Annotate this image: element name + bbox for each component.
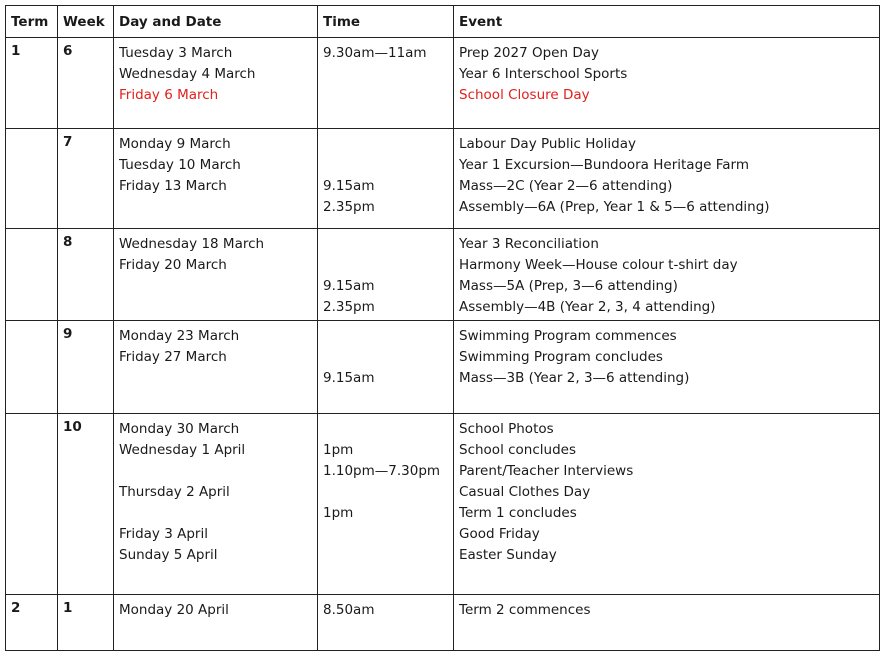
header-row [6, 6, 880, 38]
time-line: 9.30am—11am [323, 45, 427, 61]
time-cell [318, 595, 454, 651]
date-line: Monday 23 March [119, 328, 240, 344]
event-line: Year 1 Excursion—Bundoora Heritage Farm [459, 157, 749, 173]
term-cell [6, 414, 58, 595]
date-line: Monday 9 March [119, 136, 231, 152]
date-line: Thursday 2 April [119, 484, 230, 500]
event-line: Parent/Teacher Interviews [459, 463, 634, 479]
event-line: Mass—5A (Prep, 3—6 attending) [459, 278, 678, 294]
date-line: Friday 13 March [119, 178, 227, 194]
time-line: 1.10pm—7.30pm [323, 463, 441, 479]
date-line: Wednesday 18 March [119, 236, 265, 252]
term-cell [6, 229, 58, 321]
event-line: School concludes [459, 442, 576, 458]
time-cell [318, 321, 454, 414]
table-row [6, 229, 880, 321]
header-event: Event [454, 6, 880, 38]
week-cell: 9 [58, 321, 114, 414]
date-line: Monday 30 March [119, 421, 240, 437]
date-cell [114, 414, 318, 595]
event-cell [454, 38, 880, 129]
event-line: Assembly—4B (Year 2, 3, 4 attending) [459, 299, 716, 315]
event-line: Easter Sunday [459, 547, 557, 563]
calendar-table [5, 5, 880, 651]
week-cell: 6 [58, 38, 114, 129]
date-line: Wednesday 1 April [119, 442, 246, 458]
event-line: Harmony Week—House colour t-shirt day [459, 257, 738, 273]
date-cell [114, 595, 318, 651]
time-line [323, 255, 448, 276]
time-line [323, 155, 448, 176]
event-line: Assembly—6A (Prep, Year 1 & 5—6 attending) [459, 199, 770, 215]
event-line: Mass—3B (Year 2, 3—6 attending) [459, 370, 690, 386]
time-cell [318, 229, 454, 321]
term-cell: 2 [6, 595, 58, 651]
date-line: Monday 20 April [119, 602, 229, 618]
event-cell [454, 129, 880, 229]
time-cell [318, 38, 454, 129]
event-line: Term 2 commences [459, 602, 591, 618]
event-line: Swimming Program commences [459, 328, 677, 344]
time-line [323, 234, 448, 255]
date-line: Friday 20 March [119, 257, 227, 273]
date-line: Wednesday 4 March [119, 66, 256, 82]
event-cell [454, 321, 880, 414]
time-line [323, 419, 448, 440]
date-cell [114, 38, 318, 129]
event-cell [454, 595, 880, 651]
header-time: Time [318, 6, 454, 38]
event-line: Good Friday [459, 526, 540, 542]
time-line: 2.35pm [323, 199, 375, 215]
date-line [119, 461, 312, 482]
time-line: 8.50am [323, 602, 375, 618]
table-row [6, 321, 880, 414]
table-row [6, 414, 880, 595]
event-line: Casual Clothes Day [459, 484, 591, 500]
event-line: Year 3 Reconciliation [459, 236, 599, 252]
event-cell [454, 229, 880, 321]
date-line: Tuesday 10 March [119, 157, 241, 173]
week-cell: 7 [58, 129, 114, 229]
date-cell [114, 229, 318, 321]
week-cell: 1 [58, 595, 114, 651]
time-line: 9.15am [323, 278, 375, 294]
time-cell [318, 414, 454, 595]
date-line: Friday 3 April [119, 526, 208, 542]
header-day-date: Day and Date [114, 6, 318, 38]
date-line: Friday 27 March [119, 349, 227, 365]
time-line [323, 347, 448, 368]
date-cell [114, 321, 318, 414]
time-cell [318, 129, 454, 229]
week-cell: 8 [58, 229, 114, 321]
event-line-closure: School Closure Day [459, 87, 590, 103]
term-cell [6, 129, 58, 229]
date-line [119, 503, 312, 524]
date-line-closure: Friday 6 March [119, 87, 219, 103]
event-line: Year 6 Interschool Sports [459, 66, 628, 82]
time-line [323, 326, 448, 347]
time-line: 1pm [323, 442, 354, 458]
time-line: 1pm [323, 505, 354, 521]
table-row [6, 38, 880, 129]
event-line: Term 1 concludes [459, 505, 577, 521]
term-cell [6, 321, 58, 414]
time-line [323, 134, 448, 155]
date-cell [114, 129, 318, 229]
time-line [323, 482, 448, 503]
header-term: Term [6, 6, 58, 38]
time-line: 9.15am [323, 178, 375, 194]
event-line: Swimming Program concludes [459, 349, 663, 365]
table-row [6, 129, 880, 229]
event-cell [454, 414, 880, 595]
week-cell: 10 [58, 414, 114, 595]
event-line: Mass—2C (Year 2—6 attending) [459, 178, 673, 194]
event-line: Labour Day Public Holiday [459, 136, 636, 152]
table-row [6, 595, 880, 651]
date-line: Sunday 5 April [119, 547, 218, 563]
event-line: School Photos [459, 421, 554, 437]
time-line: 9.15am [323, 370, 375, 386]
header-week: Week [58, 6, 114, 38]
event-line: Prep 2027 Open Day [459, 45, 599, 61]
date-line: Tuesday 3 March [119, 45, 233, 61]
time-line: 2.35pm [323, 299, 375, 315]
term-cell: 1 [6, 38, 58, 129]
